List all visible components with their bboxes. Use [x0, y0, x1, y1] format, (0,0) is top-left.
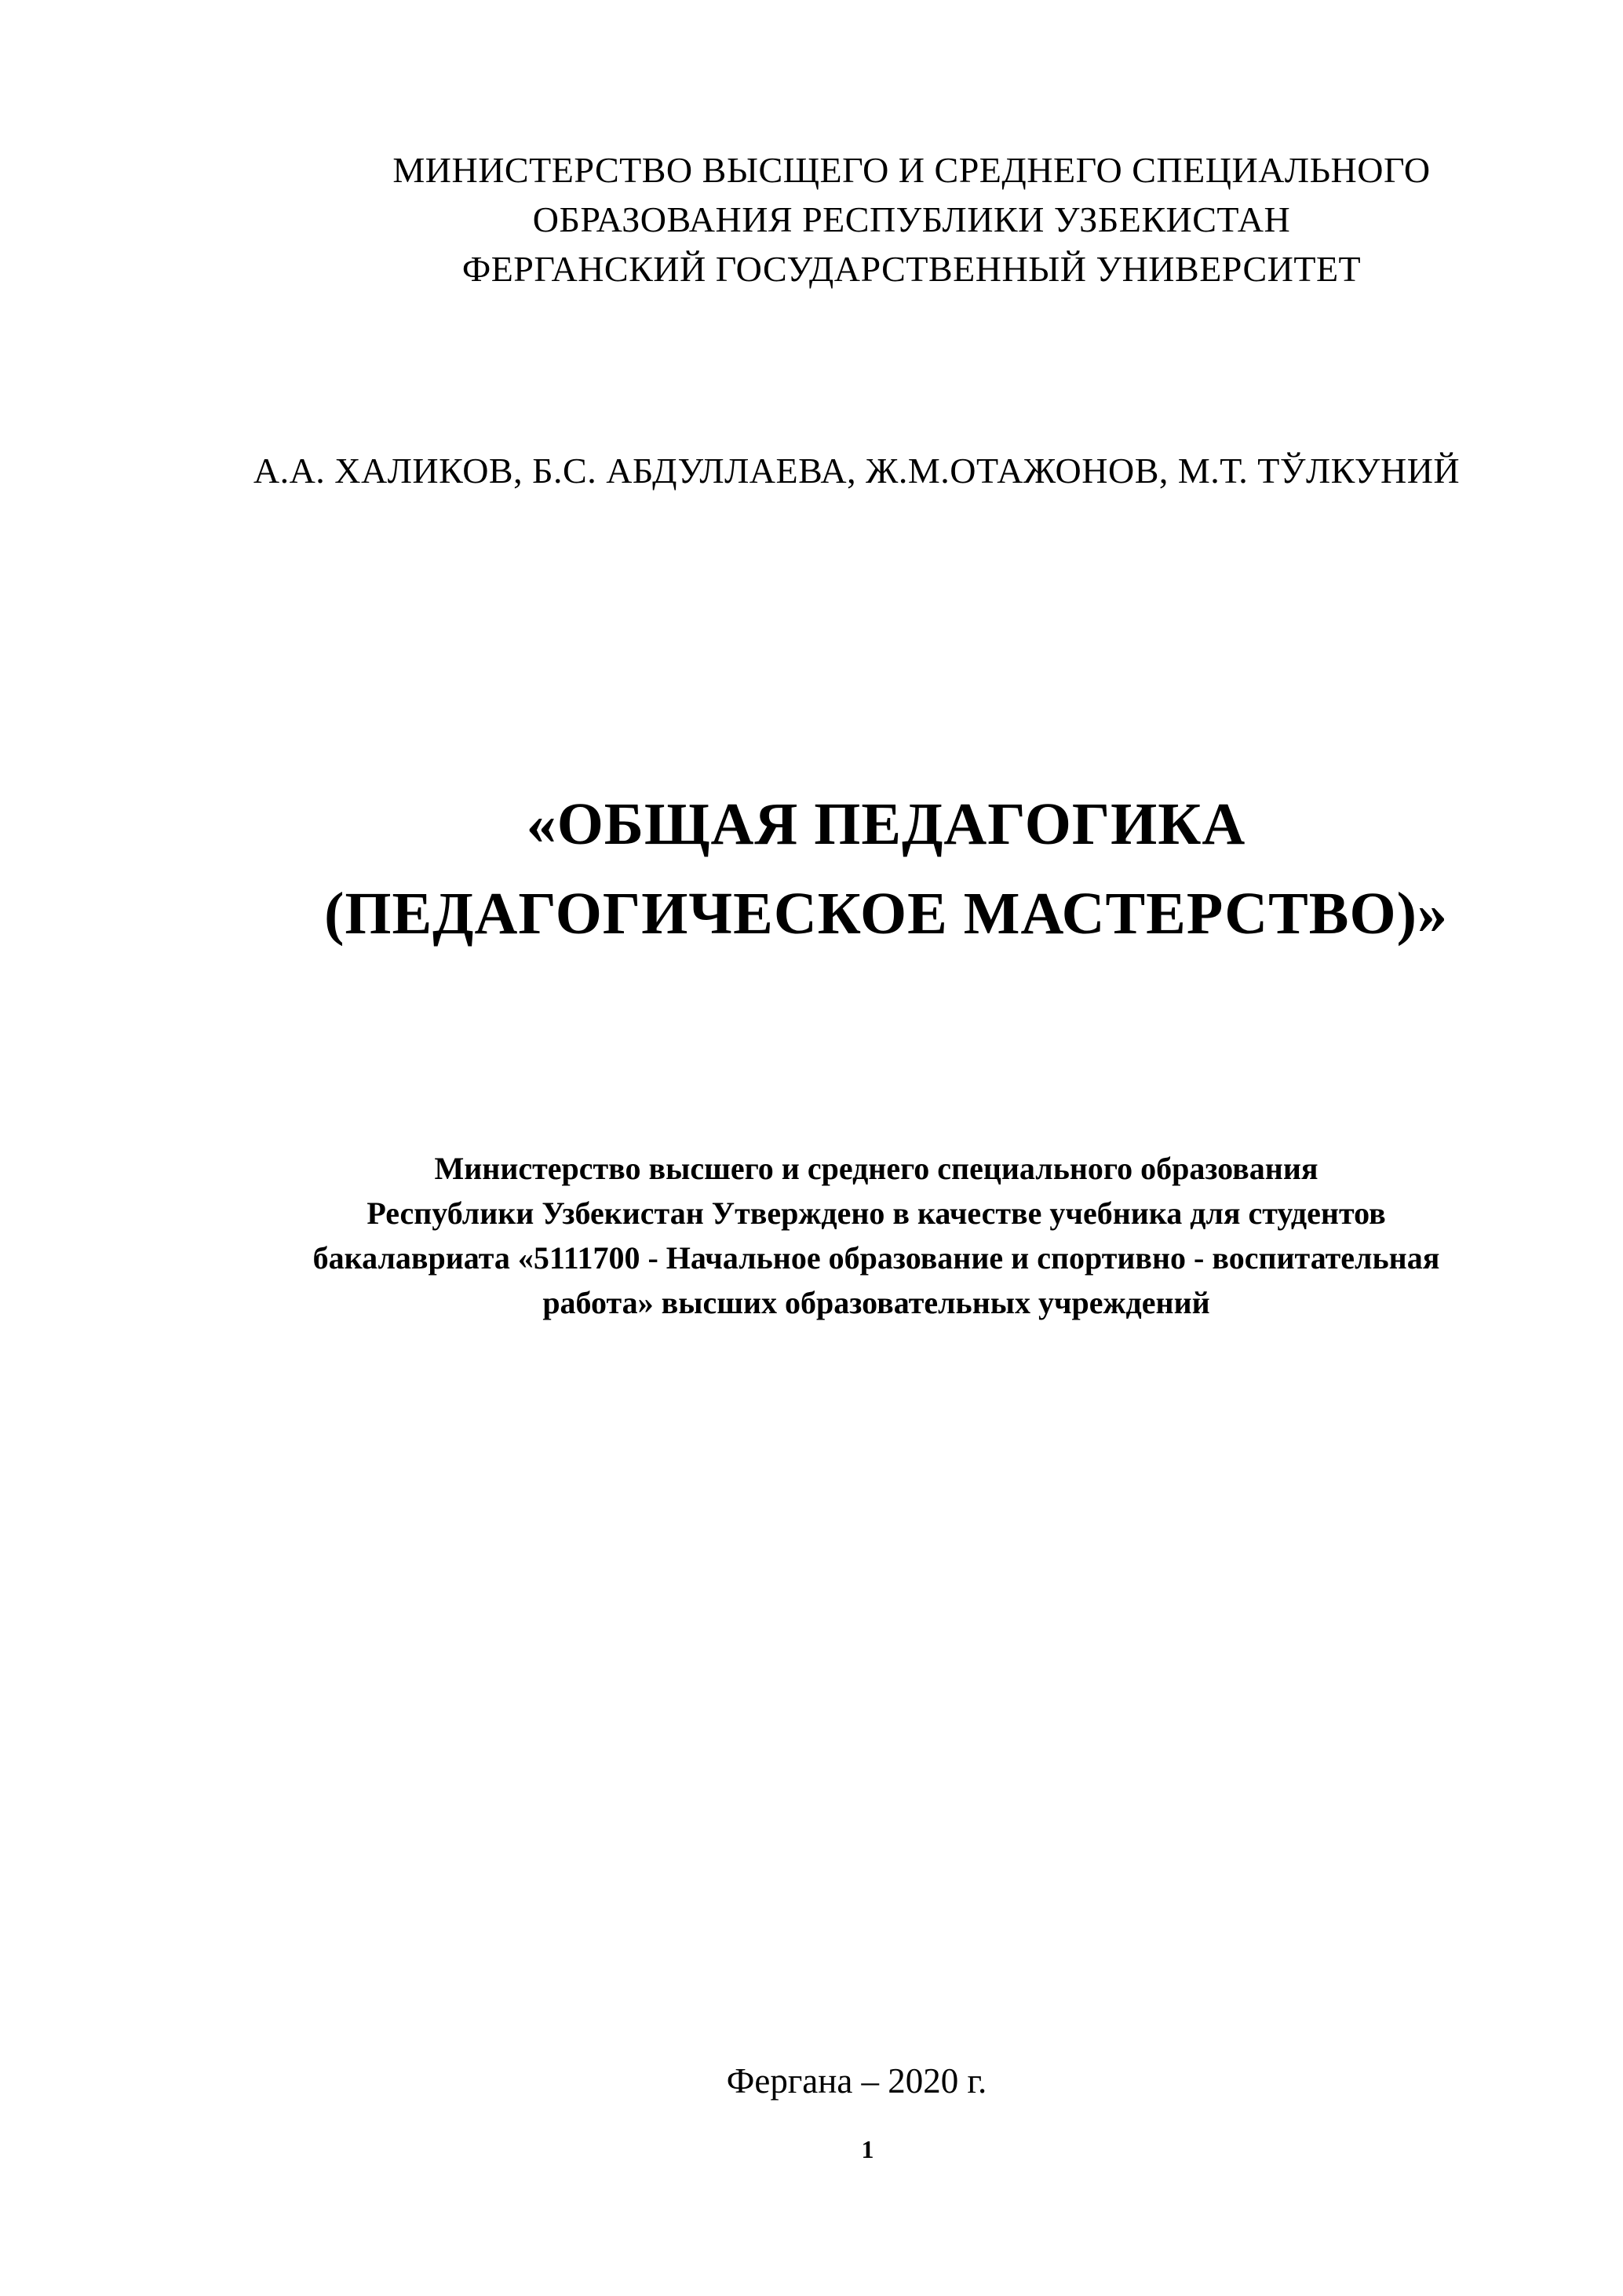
- approval-note-line-3: бакалавриата «5111700 - Начальное образование и спортивно - воспитательная: [312, 1240, 1440, 1276]
- ministry-header-line-3: ФЕРГАНСКИЙ ГОСУДАРСТВЕННЫЙ УНИВЕРСИТЕТ: [461, 249, 1362, 289]
- book-title: [208, 779, 1564, 958]
- book-title-line-2: (ПЕДАГОГИЧЕСКОЕ МАСТЕРСТВО)»: [324, 881, 1448, 947]
- ministry-header: [259, 145, 1564, 294]
- page-number: 1: [861, 2135, 874, 2163]
- approval-note-line-1: Министерство высшего и среднего специального образования: [434, 1151, 1318, 1186]
- book-title-line-1: «ОБЩАЯ ПЕДАГОГИКА: [526, 791, 1246, 857]
- place-year: Фергана – 2020 г.: [726, 2061, 987, 2101]
- ministry-header-line-2: ОБРАЗОВАНИЯ РЕСПУБЛИКИ УЗБЕКИСТАН: [532, 199, 1291, 239]
- approval-note-line-2: Республики Узбекистан Утверждено в качестве учебника для студентов: [367, 1195, 1386, 1231]
- approval-note: [188, 1146, 1564, 1325]
- ministry-header-line-1: МИНИСТЕРСТВО ВЫСЩЕГО И СРЕДНЕГО СПЕЦИАЛЬНОГО: [392, 150, 1431, 190]
- authors-line: А.А. ХАЛИКОВ, Б.С. АБДУЛЛАЕВА, Ж.М.ОТАЖОНОВ, М.Т. ТЎЛКУНИЙ: [253, 451, 1461, 491]
- approval-note-line-4: работа» высших образовательных учреждений: [542, 1285, 1210, 1320]
